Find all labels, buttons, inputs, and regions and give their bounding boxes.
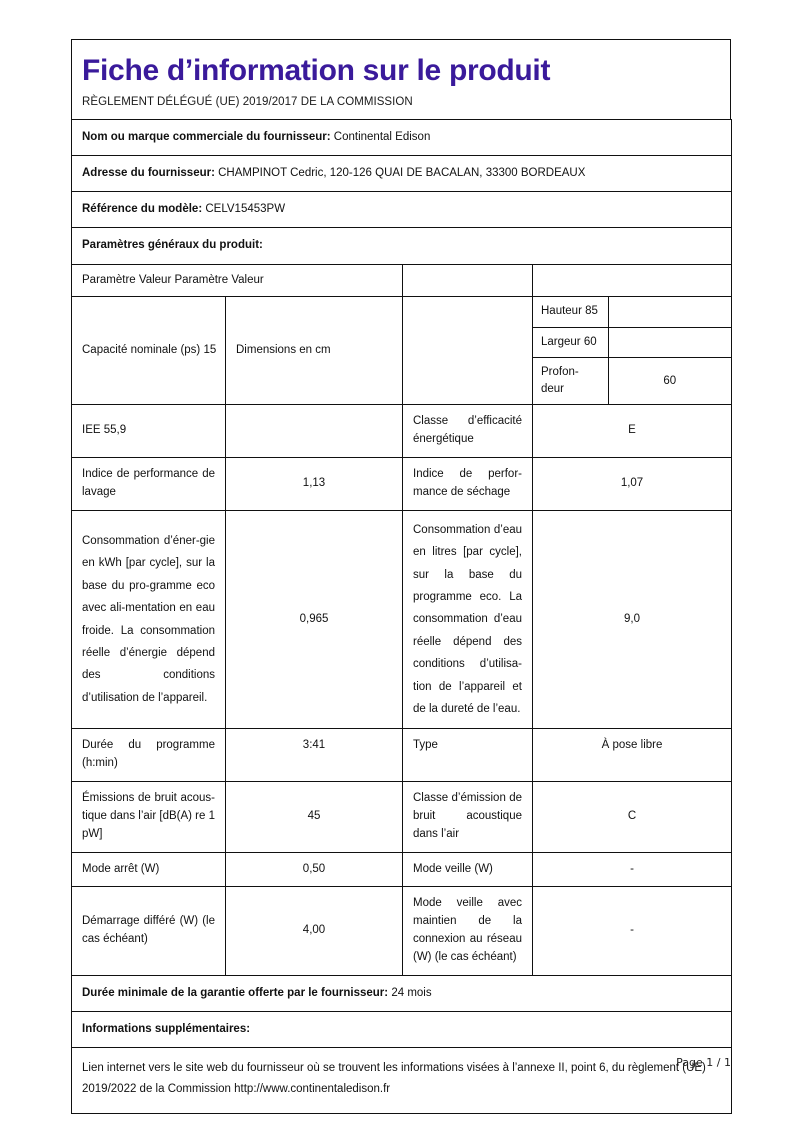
column-header-text: Paramètre Valeur Paramètre Valeur: [82, 273, 264, 286]
page-title: Fiche d’information sur le produit: [82, 54, 551, 87]
drying-performance-value-cell: [533, 458, 732, 511]
regulation-subtitle: RÈGLEMENT DÉLÉGUÉ (UE) 2019/2017 DE LA COMMISSION: [82, 95, 413, 108]
water-consumption-value: 9,0: [624, 612, 641, 625]
warranty-cell: [72, 975, 732, 1011]
table-row-off-standby-mode: [72, 852, 732, 887]
energy-class-value-cell: [533, 405, 732, 458]
table-row-capacity-dimensions: [72, 297, 732, 405]
dimensions-row-depth: [533, 357, 731, 404]
document-header-block: [71, 39, 731, 119]
dimension-width-value-cell: [608, 327, 731, 357]
noise-emission-value: 45: [307, 809, 321, 822]
iee-value-cell: [226, 405, 403, 458]
supplier-address-label: Adresse du fournisseur:: [82, 166, 215, 179]
washing-performance-value: 1,13: [302, 476, 326, 489]
supplier-address-value: CHAMPINOT Cedric, 120-126 QUAI DE BACALAN, 33300 BORDEAUX: [218, 166, 586, 179]
dimensions-subtable-cell: [533, 297, 732, 405]
washing-performance-label-cell: [72, 458, 226, 511]
table-row-delayed-start: [72, 887, 732, 975]
table-row-model-reference: [72, 192, 732, 228]
dimension-depth-value-cell: [608, 357, 731, 404]
off-mode-label: Mode arrêt (W): [82, 862, 160, 875]
model-reference-label: Référence du modèle:: [82, 203, 203, 216]
washing-performance-value-cell: [226, 458, 403, 511]
dimensions-row-width: [533, 327, 731, 357]
water-consumption-label: Consommation d’eau en litres [par cycle], sur la base du programme eco. La consommation d’eau réelle dépend des conditions d’utilisa-tion de l’appareil et de la dureté de l’eau.: [413, 523, 522, 716]
type-value-cell: [533, 729, 732, 782]
document-sheet: [71, 39, 731, 1114]
warranty-value: 24 mois: [391, 986, 432, 999]
table-row-additional-info-heading: [72, 1011, 732, 1047]
additional-info-text-cell: [72, 1048, 732, 1114]
table-row-supplier-address: [72, 155, 732, 191]
program-duration-value: 3:41: [302, 739, 326, 752]
general-parameters-heading: Paramètres généraux du produit:: [82, 239, 263, 252]
program-duration-label: Durée du programme (h:min): [82, 739, 215, 770]
dimensions-row-height: [533, 297, 731, 327]
off-mode-label-cell: [72, 852, 226, 887]
column-header-spacer-1: [403, 264, 533, 297]
network-standby-value-cell: [533, 887, 732, 975]
noise-emission-value-cell: [226, 782, 403, 852]
energy-class-label-cell: [403, 405, 533, 458]
dimensions-label: Dimensions en cm: [236, 344, 331, 356]
table-row-supplier-name: [72, 119, 732, 155]
water-consumption-value-cell: [533, 510, 732, 729]
table-row-noise: [72, 782, 732, 852]
supplier-name-label: Nom ou marque commerciale du fournisseur:: [82, 130, 331, 143]
off-mode-value: 0,50: [302, 862, 326, 875]
dimensions-table: [533, 297, 731, 404]
dimension-height-cell: [533, 297, 608, 327]
warranty-label: Durée minimale de la garantie offerte par le fournisseur:: [82, 986, 389, 999]
additional-info-heading: Informations supplémentaires:: [82, 1022, 251, 1035]
drying-performance-value: 1,07: [620, 476, 644, 489]
noise-emission-label-cell: [72, 782, 226, 852]
type-label: Type: [413, 739, 438, 752]
dimension-width-cell: [533, 327, 608, 357]
energy-consumption-label: Consommation d’éner-gie en kWh [par cycle], sur la base du pro-gramme eco avec ali-mentation en eau froide. La consommation réelle d’énergie dépend des conditions d’utilisation de l’appareil.: [82, 534, 215, 704]
dimension-height-label: Hauteur 85: [541, 305, 598, 318]
water-consumption-label-cell: [403, 510, 533, 729]
dimension-height-value-cell: [608, 297, 731, 327]
supplier-name-value: Continental Edison: [333, 130, 431, 143]
table-row-performance-indices: [72, 458, 732, 511]
column-header-cell: [72, 264, 403, 297]
energy-consumption-value: 0,965: [299, 612, 329, 625]
delayed-start-label: Démarrage différé (W) (le cas échéant): [82, 915, 215, 945]
drying-performance-label-cell: [403, 458, 533, 511]
standby-mode-label: Mode veille (W): [413, 862, 493, 875]
dimension-depth-cell: [533, 357, 608, 404]
additional-info-heading-cell: [72, 1011, 732, 1047]
energy-class-label: Classe d’efficacité énergétique: [413, 415, 522, 446]
noise-class-value-cell: [533, 782, 732, 852]
column-header-spacer-2: [533, 264, 732, 297]
energy-consumption-label-cell: [72, 510, 226, 729]
energy-consumption-value-cell: [226, 510, 403, 729]
table-row-additional-info-text: [72, 1048, 732, 1114]
dimension-width-label: Largeur 60: [541, 335, 597, 348]
table-row-general-params-heading: [72, 228, 732, 264]
table-row-consumption: [72, 510, 732, 729]
type-label-cell: [403, 729, 533, 782]
model-reference-value: CELV15453PW: [205, 203, 286, 216]
noise-class-label: Classe d’émission de bruit acoustique dans l’air: [413, 792, 522, 840]
dimensions-label-cell: [226, 297, 403, 405]
noise-class-label-cell: [403, 782, 533, 852]
model-reference-cell: [72, 192, 732, 228]
off-mode-value-cell: [226, 852, 403, 887]
program-duration-value-cell: [226, 729, 403, 782]
delayed-start-value-cell: [226, 887, 403, 975]
delayed-start-label-cell: [72, 887, 226, 975]
dimension-depth-label: Profon- deur: [541, 365, 579, 396]
standby-mode-label-cell: [403, 852, 533, 887]
table-row-duration-type: [72, 729, 732, 782]
energy-class-value: E: [628, 424, 636, 437]
nominal-capacity-cell: [72, 297, 226, 405]
type-value: À pose libre: [601, 739, 663, 752]
dimension-depth-value: 60: [663, 374, 677, 387]
supplier-address-cell: [72, 155, 732, 191]
standby-mode-value-cell: [533, 852, 732, 887]
delayed-start-value: 4,00: [302, 924, 326, 937]
iee-value: [226, 414, 402, 448]
standby-mode-value: -: [630, 862, 634, 875]
iee-label: IEE 55,9: [82, 424, 127, 437]
table-row-iee: [72, 405, 732, 458]
drying-performance-label: Indice de perfor- mance de séchage: [413, 468, 522, 498]
network-standby-label: Mode veille avec maintien de la connexion au réseau (W) (le cas échéant): [413, 897, 522, 963]
nominal-capacity-label: Capacité nominale (ps) 15: [82, 344, 217, 356]
network-standby-value: -: [630, 924, 634, 937]
network-standby-label-cell: [403, 887, 533, 975]
additional-info-text: Lien internet vers le site web du fournisseur où se trouvent les informations visées à l’annexe II, point 6, du règlement (UE) 2019/2022 de la Commission http://www.continentaledison.fr: [82, 1062, 706, 1096]
table-row-column-header: [72, 264, 732, 297]
iee-label-cell: [72, 405, 226, 458]
supplier-name-cell: [72, 119, 732, 155]
program-duration-label-cell: [72, 729, 226, 782]
product-parameters-table: [71, 119, 732, 1114]
noise-emission-label: Émissions de bruit acous-tique dans l’air [dB(A) re 1 pW]: [82, 792, 215, 840]
washing-performance-label: Indice de performance de lavage: [82, 468, 215, 498]
table-row-warranty: [72, 975, 732, 1011]
capacity-empty-cell: [403, 297, 533, 405]
noise-class-value: C: [627, 809, 637, 822]
page-number-footer: Page 1 / 1: [676, 1056, 731, 1069]
general-parameters-heading-cell: [72, 228, 732, 264]
